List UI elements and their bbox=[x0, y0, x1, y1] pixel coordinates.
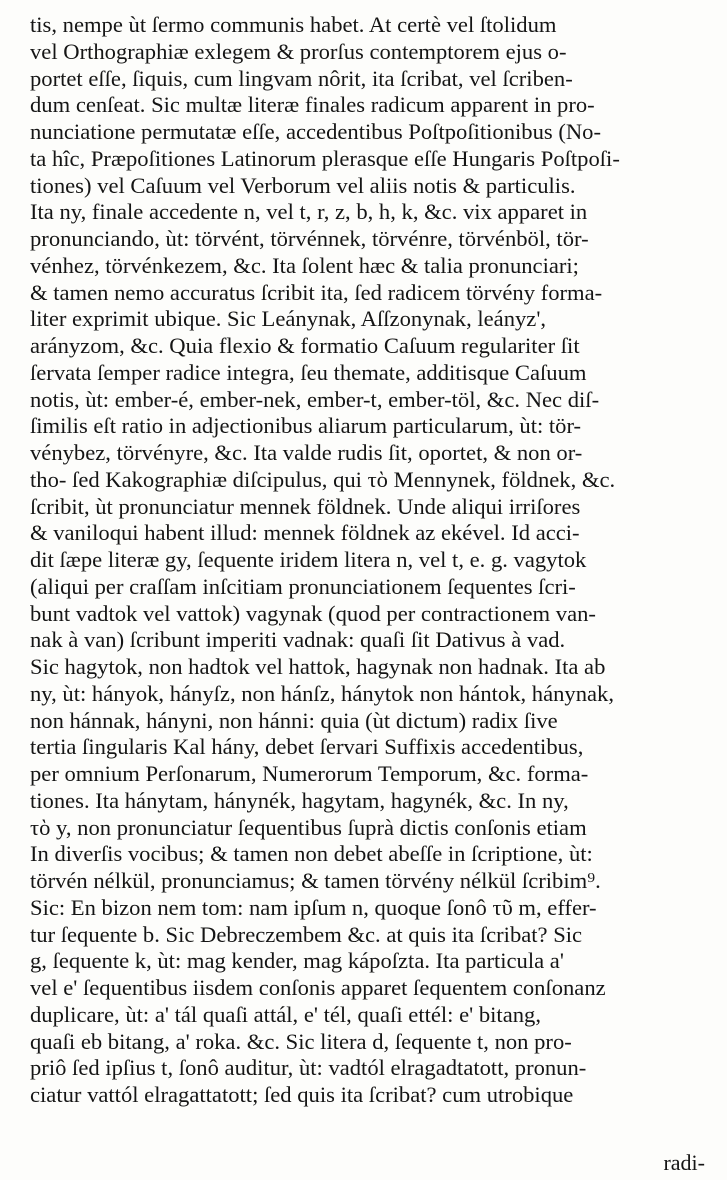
text-line: (aliqui per craſſam inſcitiam pronunciationem ſequentes ſcri- bbox=[30, 573, 576, 599]
text-line: notis, ùt: ember-é, ember-nek, ember-t, ember-töl, &c. Nec diſ- bbox=[30, 386, 600, 412]
text-line: liter exprimit ubique. Sic Leánynak, Aſſzonynak, leányz', bbox=[30, 306, 547, 332]
catchword: radi- bbox=[663, 1150, 705, 1175]
text-line: τὸ y, non pronunciatur ſequentibus ſuprà dictis conſonis etiam bbox=[30, 814, 587, 840]
text-line: ſervata ſemper radice integra, ſeu themate, additisque Caſuum bbox=[30, 359, 587, 385]
text-line: pronunciando, ùt: törvént, törvénnek, törvénre, törvénböl, tör- bbox=[30, 226, 589, 251]
page-body-text bbox=[30, 12, 710, 1109]
text-line: nak à van) ſcribunt imperiti vadnak: quaſi ſit Dativus à vad. bbox=[30, 627, 566, 653]
text-line: & vaniloqui habent illud: mennek földnek az ekével. Id acci- bbox=[30, 520, 580, 546]
text-line: vel e' ſequentibus iisdem conſonis apparet ſequentem conſonanz bbox=[30, 975, 606, 1000]
text-line: non hánnak, hányni, non hánni: quia (ùt dictum) radix ſive bbox=[30, 707, 558, 733]
text-line: tur ſequente b. Sic Debreczembem &c. at quis ita ſcribat? Sic bbox=[30, 921, 583, 947]
text-line: törvén nélkül, pronunciamus; & tamen törvény nélkül ſcribim⁹. bbox=[30, 868, 601, 893]
text-line: & tamen nemo accuratus ſcribit ita, ſed radicem törvény forma- bbox=[30, 279, 603, 305]
text-line: priô ſed ipſius t, ſonô auditur, ùt: vadtól elragadtatott, pronun- bbox=[30, 1055, 587, 1081]
text-line: dit ſæpe literæ gy, ſequente iridem litera n, vel t, e. g. vagytok bbox=[30, 547, 587, 572]
text-line: ny, ùt: hányok, hányſz, non hánſz, hánytok non hántok, hánynak, bbox=[30, 680, 614, 706]
text-line: In diverſis vocibus; & tamen non debet abeſſe in ſcriptione, ùt: bbox=[30, 841, 593, 867]
text-line: tiones. Ita hánytam, hánynék, hagytam, hagynék, &c. In ny, bbox=[30, 787, 569, 813]
text-line: ta hîc, Præpoſitiones Latinorum plerasque eſſe Hungaris Poſtpoſi- bbox=[30, 145, 620, 171]
text-line: tiones) vel Caſuum vel Verborum vel aliis notis & particulis. bbox=[30, 172, 576, 198]
text-line: arányzom, &c. Quia flexio & formatio Caſuum regulariter ſit bbox=[30, 333, 580, 358]
text-line: ſimilis eſt ratio in adjectionibus aliarum particularum, ùt: tör- bbox=[30, 413, 582, 439]
text-line: ciatur vattól elragattatott; ſed quis ita ſcribat? cum utrobique bbox=[30, 1082, 574, 1107]
text-line: vénybez, törvényre, &c. Ita valde rudis ſit, oportet, & non or- bbox=[30, 440, 583, 465]
text-line: portet eſſe, ſiquis, cum lingvam nôrit, ita ſcribat, vel ſcriben- bbox=[30, 65, 573, 91]
text-line: ſcribit, ùt pronunciatur mennek földnek. Unde aliqui irriſores bbox=[30, 493, 581, 519]
text-line: vel Orthographiæ exlegem & prorſus contemptorem ejus o- bbox=[30, 38, 567, 64]
text-line: Sic hagytok, non hadtok vel hattok, hagynak non hadnak. Ita ab bbox=[30, 654, 606, 679]
text-line: dum cenſeat. Sic multæ literæ finales radicum apparent in pro- bbox=[30, 92, 595, 118]
text-line: Ita ny, finale accedente n, vel t, r, z, b, h, k, &c. vix apparet in bbox=[30, 199, 588, 225]
text-line: tis, nempe ùt ſermo communis habet. At certè vel ſtolidum bbox=[30, 12, 557, 37]
text-line: bunt vadtok vel vattok) vagynak (quod per contractionem van- bbox=[30, 600, 596, 626]
text-line: Sic: En bizon nem tom: nam ipſum n, quoque ſonô τῦ m, effer- bbox=[30, 894, 597, 920]
text-line: duplicare, ùt: a' tál quaſi attál, e' tél, quaſi ettél: e' bitang, bbox=[30, 1001, 541, 1027]
text-line: vénhez, törvénkezem, &c. Ita ſolent hæc & talia pronunciari; bbox=[30, 252, 579, 278]
text-line: quaſi eb bitang, a' roka. &c. Sic litera d, ſequente t, non pro- bbox=[30, 1028, 572, 1054]
text-line: per omnium Perſonarum, Numerorum Temporum, &c. forma- bbox=[30, 761, 589, 786]
text-line: g, ſequente k, ùt: mag kender, mag kápoſzta. Ita particula a' bbox=[30, 948, 564, 974]
text-line: tho- ſed Kakographiæ diſcipulus, qui τὸ Mennynek, földnek, &c. bbox=[30, 466, 616, 492]
text-line: tertia ſingularis Kal hány, debet ſervari Suffixis accedentibus, bbox=[30, 734, 584, 760]
text-line: nunciatione permutatæ eſſe, accedentibus Poſtpoſitionibus (No- bbox=[30, 119, 601, 144]
